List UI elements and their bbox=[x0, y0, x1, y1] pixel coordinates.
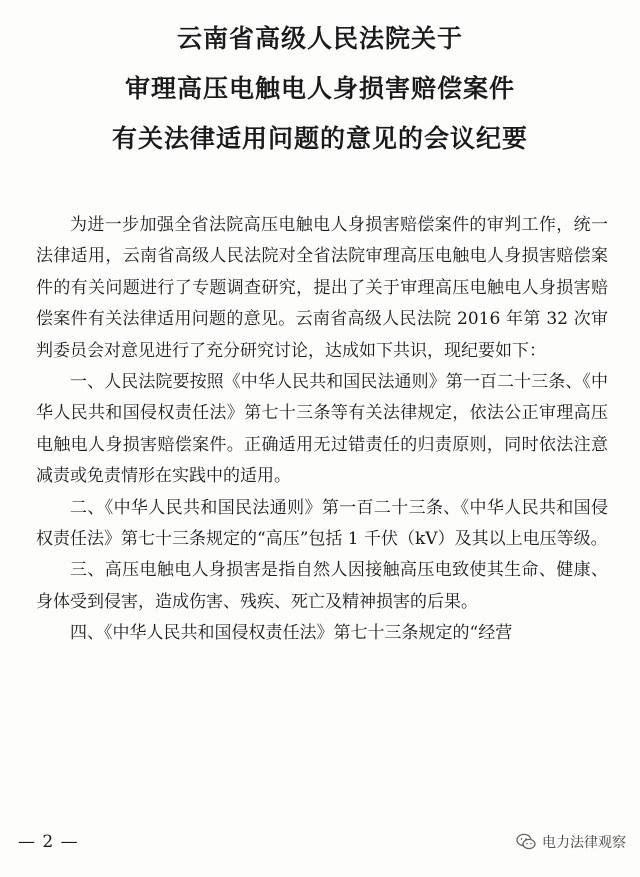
document-body bbox=[36, 210, 608, 650]
paragraph-4: 四、《中华人民共和国侵权责任法》第七十三条规定的“经营 bbox=[70, 623, 513, 644]
paragraph-3: 三、高压电触电人身损害是指自然人因接触高压电致使其生命、健康、身体受到侵害，造成伤害、残疾、死亡及精神损害的后果。 bbox=[36, 560, 608, 612]
wechat-icon bbox=[516, 833, 536, 851]
paragraph-intro: 为进一步加强全省法院高压电触电人身损害赔偿案件的审判工作，统一法律适用，云南省高级人民法院对全省法院审理高压电触电人身损害赔偿案件的有关问题进行了专题调查研究，提出了关于审理高压电触电人身损害赔偿案件有关法律适用问题的意见。云南省高级人民法院 2016 年第 32 次审判委员会对意见进行了充分研究讨论，达成如下共识，现纪要如下： bbox=[36, 215, 608, 361]
title-line-1: 云南省高级人民法院关于 bbox=[176, 24, 463, 53]
page-number: — 2 — bbox=[18, 832, 79, 852]
title-line-2: 审理高压电触电人身损害赔偿案件 bbox=[124, 74, 515, 103]
watermark bbox=[516, 832, 626, 852]
watermark-label: 电力法律观察 bbox=[542, 835, 626, 851]
document-title bbox=[0, 14, 640, 164]
paragraph-1: 一、人民法院要按照《中华人民共和国民法通则》第一百二十三条、《中华人民共和国侵权责任法》第七十三条等有关法律规定，依法公正审理高压电触电人身损害赔偿案件。正确适用无过错责任的归责原则，同时依法注意减责或免责情形在实践中的适用。 bbox=[36, 372, 608, 487]
title-line-3: 有关法律适用问题的意见的会议纪要 bbox=[111, 124, 528, 153]
paragraph-2: 二、《中华人民共和国民法通则》第一百二十三条、《中华人民共和国侵权责任法》第七十三条规定的“高压”包括 1 千伏（kV）及其以上电压等级。 bbox=[36, 497, 608, 550]
